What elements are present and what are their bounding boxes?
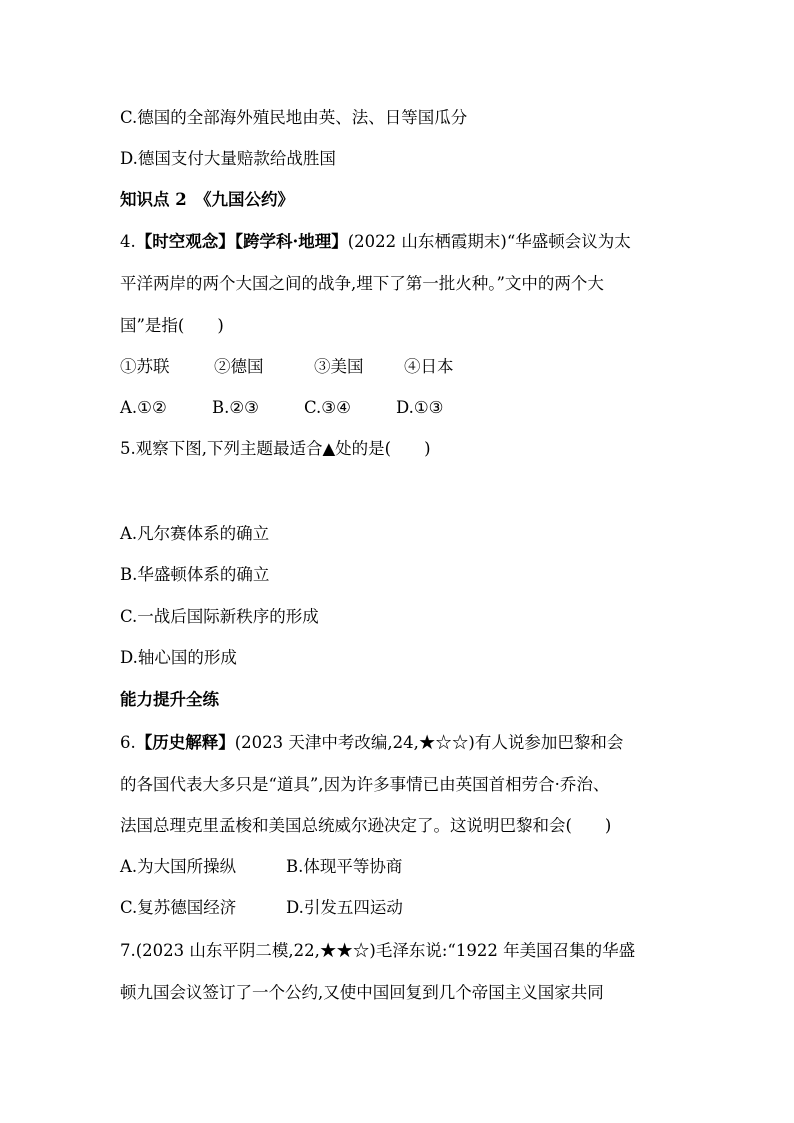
q5-option-d: D.轴心国的形成 <box>120 648 237 667</box>
q6-stem-text: (2023 天津中考改编,24,★☆☆)有人说参加巴黎和会 <box>234 733 624 752</box>
q6-tag-history: 【历史解释】 <box>135 733 235 752</box>
q4-stem-line-1 <box>120 230 631 254</box>
q6-number: 6. <box>120 733 136 752</box>
q6-options-row-2 <box>120 896 403 920</box>
q4-option: D.①③ <box>396 398 444 417</box>
q6-stem-line-1 <box>120 731 623 755</box>
q6-stem-line-2: 的各国代表大多只是“道具”,因为许多事情已由英国首相劳合·乔治、 <box>120 775 610 794</box>
q6-options-row-1 <box>120 855 402 879</box>
q4-stem-line-3: 国”是指( ) <box>120 316 224 335</box>
q4-option: B.②③ <box>212 398 259 417</box>
q4-item: ③美国 <box>314 357 364 376</box>
q4-tag-geography: 【跨学科·地理】 <box>234 232 348 251</box>
section-heading-ability: 能力提升全练 <box>120 690 219 709</box>
q4-stem-text: (2022 山东栖霞期末)“华盛顿会议为太 <box>347 232 631 251</box>
q4-tag-spacetime: 【时空观念】 <box>135 232 235 251</box>
q6-option: C.复苏德国经济 <box>120 898 237 917</box>
q4-option: A.①② <box>120 398 167 417</box>
q4-item: ④日本 <box>404 357 454 376</box>
q4-item: ②德国 <box>214 357 264 376</box>
q7-stem-line-1: 7.(2023 山东平阴二模,22,★★☆)毛泽东说:“1922 年美国召集的华盛 <box>120 941 636 960</box>
q5-option-b: B.华盛顿体系的确立 <box>120 565 270 584</box>
q5-option-c: C.一战后国际新秩序的形成 <box>120 607 319 626</box>
q6-option: A.为大国所操纵 <box>120 857 237 876</box>
q4-item: ①苏联 <box>120 357 170 376</box>
q4-stem-line-2: 平洋两岸的两个大国之间的战争,埋下了第一批火种。”文中的两个大 <box>120 274 604 293</box>
q6-option: B.体现平等协商 <box>286 857 403 876</box>
q7-stem-line-2: 顿九国会议签订了一个公约,又使中国回复到几个帝国主义国家共同 <box>120 983 604 1002</box>
q4-number: 4. <box>120 232 136 251</box>
q4-options <box>120 396 443 420</box>
q6-option: D.引发五四运动 <box>286 898 403 917</box>
q4-option: C.③④ <box>304 398 351 417</box>
q5-option-a: A.凡尔赛体系的确立 <box>120 524 270 543</box>
q5-stem: 5.观察下图,下列主题最适合▲处的是( ) <box>120 439 431 458</box>
q4-items <box>120 355 454 379</box>
q3-option-d: D.德国支付大量赔款给战胜国 <box>120 149 336 168</box>
q6-stem-line-3: 法国总理克里孟梭和美国总统威尔逊决定了。这说明巴黎和会( ) <box>120 816 612 835</box>
q3-option-c: C.德国的全部海外殖民地由英、法、日等国瓜分 <box>120 108 468 127</box>
section-heading-knowledge-2: 知识点 2 《九国公约》 <box>120 190 294 209</box>
